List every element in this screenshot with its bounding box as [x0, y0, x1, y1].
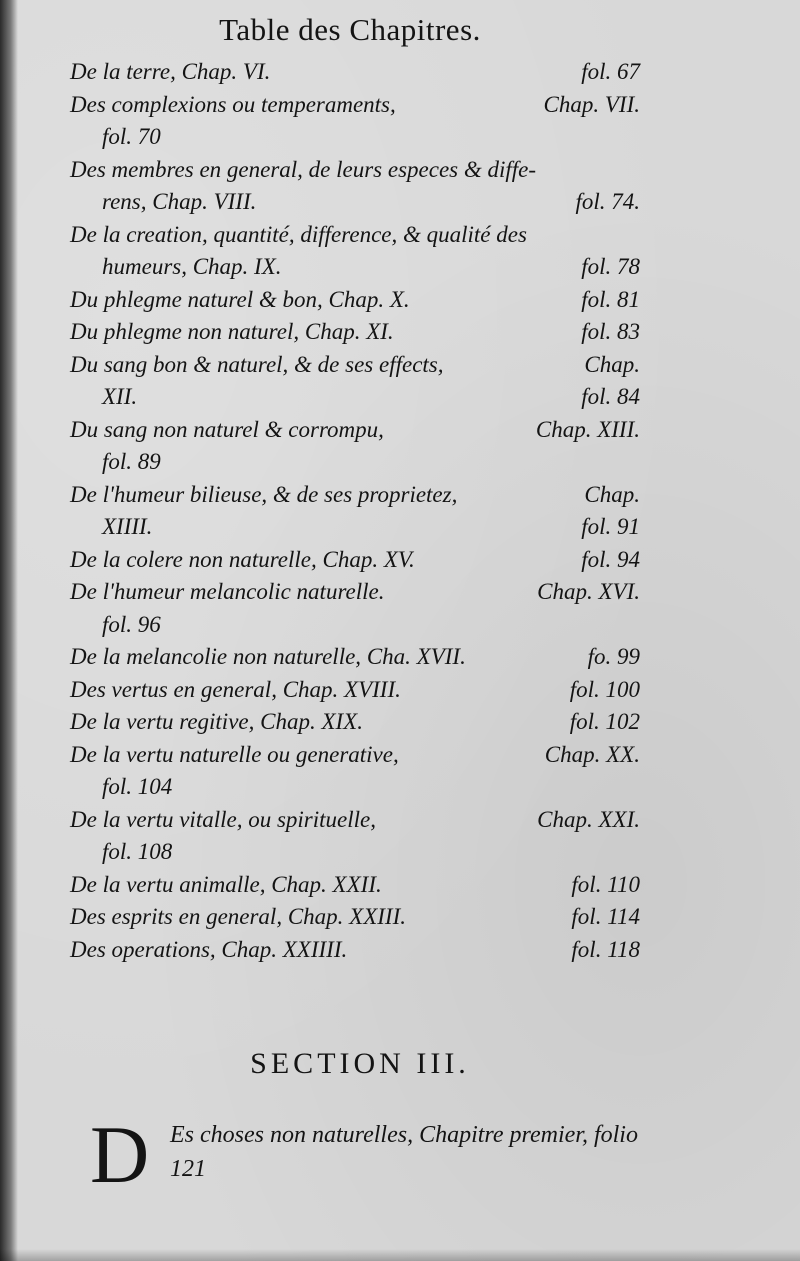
toc-entry: [70, 674, 640, 707]
entry-title: De la vertu animalle,: [70, 871, 266, 897]
entry-chapter: Chap. XXI.: [537, 806, 640, 832]
toc-entry: [70, 576, 640, 641]
entry-title: De la melancolie non naturelle,: [70, 644, 362, 669]
table-of-contents: [70, 56, 640, 966]
toc-entry: [70, 219, 640, 284]
toc-entry: [70, 284, 640, 317]
toc-entry: [70, 934, 640, 967]
entry-title: De la vertu vitalle, ou spirituelle,: [70, 806, 376, 832]
toc-entry: [70, 479, 640, 544]
entry-folio: fol. 84: [581, 384, 640, 409]
entry-chapter: Chap. XV.: [322, 546, 415, 572]
entry-chapter: Chap. XVIII.: [282, 676, 401, 702]
entry-title: De la colere non naturelle,: [70, 546, 317, 572]
toc-entry: [70, 316, 640, 349]
entry-folio: fol. 100: [569, 676, 640, 702]
running-title: Table des Chapitres.: [219, 12, 481, 47]
entry-title: De l'humeur bilieuse, & de ses proprietez,: [70, 481, 458, 507]
entry-chapter: Chap. XI.: [304, 319, 394, 344]
entry-title: Du phlegme non naturel,: [70, 319, 300, 344]
entry-chapter: Chap.: [584, 351, 640, 377]
entry-chapter: Chap. XIII.: [535, 416, 640, 442]
page-bottom-shadow: [0, 1249, 800, 1261]
entry-folio: fol. 83: [581, 319, 640, 344]
entry-folio: fol. 108: [102, 839, 173, 864]
toc-entry: [70, 901, 640, 934]
section-first-entry-text: Es choses non naturelles, Chapitre premier, folio 121: [170, 1122, 638, 1182]
toc-entry: [70, 706, 640, 739]
entry-chapter: Chap. XX.: [544, 741, 640, 767]
toc-entry: [70, 739, 640, 804]
entry-title: De la vertu regitive,: [70, 709, 255, 734]
drop-cap: D: [90, 1109, 150, 1200]
entry-folio: fol. 74.: [575, 189, 640, 214]
entry-folio: fol. 118: [571, 936, 640, 962]
entry-chapter: Chap.: [584, 481, 640, 507]
entry-chapter: Chap. VII.: [543, 91, 640, 117]
section-heading: SECTION III.: [250, 1047, 470, 1080]
entry-chapter: Cha. XVII.: [366, 644, 466, 669]
section-first-entry: [90, 1109, 650, 1200]
entry-folio: fol. 91: [581, 514, 640, 539]
entry-folio: fol. 81: [581, 286, 640, 312]
entry-folio: fol. 96: [102, 611, 161, 637]
entry-title: De l'humeur melancolic naturelle.: [70, 579, 385, 604]
toc-entry: [70, 804, 640, 869]
entry-title: Des vertus en general,: [70, 676, 277, 702]
toc-entry: [70, 544, 640, 577]
entry-chapter: Chap. XVI.: [537, 579, 640, 604]
toc-entry: [70, 154, 640, 219]
entry-folio: fol. 78: [581, 254, 640, 279]
toc-entry: [70, 56, 640, 89]
entry-title: Des operations,: [70, 936, 216, 962]
entry-chapter: Chap. XXIII.: [287, 904, 406, 929]
entry-chapter: Chap. XXIIII.: [221, 936, 348, 962]
toc-entry: [70, 641, 640, 674]
entry-chapter-number: XII.: [102, 384, 138, 409]
entry-title: Du sang non naturel & corrompu,: [70, 416, 384, 442]
entry-chapter: Chap. VI.: [181, 59, 271, 84]
entry-title: Du phlegme naturel & bon,: [70, 286, 323, 312]
toc-entry: [70, 869, 640, 902]
entry-chapter: rens, Chap. VIII.: [102, 189, 257, 214]
entry-folio: fol. 89: [102, 449, 161, 474]
entry-folio: fol. 67: [581, 59, 640, 84]
entry-folio: fol. 102: [569, 709, 640, 734]
entry-folio: fol. 104: [102, 774, 173, 799]
entry-folio: fol. 70: [102, 124, 161, 149]
entry-title: De la vertu naturelle ou generative,: [70, 741, 399, 767]
toc-entry: [70, 349, 640, 414]
entry-chapter: Chap. X.: [328, 286, 410, 312]
entry-title: De la terre,: [70, 59, 176, 84]
entry-folio: fol. 110: [571, 871, 640, 897]
entry-folio: fol. 94: [581, 546, 640, 572]
entry-title: Des esprits en general,: [70, 904, 283, 929]
toc-entry: [70, 414, 640, 479]
entry-chapter: Chap. XIX.: [260, 709, 363, 734]
toc-entry: [70, 89, 640, 154]
entry-title: Des complexions ou temperaments,: [70, 91, 396, 117]
entry-chapter: Chap. XXII.: [271, 871, 382, 897]
entry-chapter: humeurs, Chap. IX.: [102, 254, 282, 279]
entry-chapter-number: XIIII.: [102, 514, 153, 539]
entry-title: Des membres en general, de leurs especes & diffe-: [70, 156, 537, 182]
entry-title: Du sang bon & naturel, & de ses effects,: [70, 351, 444, 377]
entry-folio: fo. 99: [587, 644, 640, 669]
entry-folio: fol. 114: [571, 904, 640, 929]
entry-title: De la creation, quantité, difference, & qualité des: [70, 221, 527, 247]
